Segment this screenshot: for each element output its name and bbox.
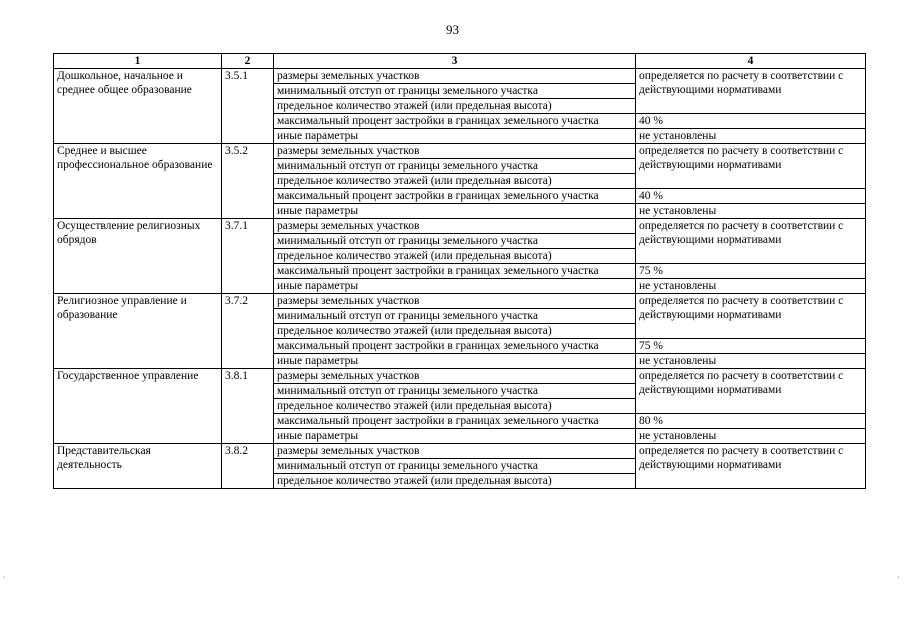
land-use-type: Религиозное управление и образование xyxy=(54,294,222,369)
table-row xyxy=(54,369,866,384)
parameter-value-other: не установлены xyxy=(636,279,866,294)
parameter-value-percent: 75 % xyxy=(636,339,866,354)
parameter-name: предельное количество этажей (или предельная высота) xyxy=(274,399,636,414)
parameter-name: размеры земельных участков xyxy=(274,444,636,459)
land-use-type: Представительская деятельность xyxy=(54,444,222,489)
parameter-value: определяется по расчету в соответствии с действующими нормативами xyxy=(636,444,866,489)
parameter-name: иные параметры xyxy=(274,429,636,444)
parameter-name: предельное количество этажей (или предельная высота) xyxy=(274,174,636,189)
parameter-value-percent: 80 % xyxy=(636,414,866,429)
parameter-value-other: не установлены xyxy=(636,354,866,369)
parameter-name: максимальный процент застройки в границах земельного участка xyxy=(274,264,636,279)
parameter-name: размеры земельных участков xyxy=(274,369,636,384)
parameter-value: определяется по расчету в соответствии с действующими нормативами xyxy=(636,219,866,264)
table-row xyxy=(54,144,866,159)
parameter-name: размеры земельных участков xyxy=(274,144,636,159)
table-row xyxy=(54,219,866,234)
parameter-name: иные параметры xyxy=(274,204,636,219)
land-use-type: Дошкольное, начальное и среднее общее образование xyxy=(54,69,222,144)
column-header: 3 xyxy=(274,54,636,69)
parameter-name: максимальный процент застройки в границах земельного участка xyxy=(274,189,636,204)
parameter-value-percent: 75 % xyxy=(636,264,866,279)
parameter-name: предельное количество этажей (или предельная высота) xyxy=(274,249,636,264)
scan-mark: · xyxy=(3,572,6,582)
parameter-name: минимальный отступ от границы земельного участка xyxy=(274,84,636,99)
parameter-value-percent: 40 % xyxy=(636,114,866,129)
parameter-value-other: не установлены xyxy=(636,204,866,219)
land-use-code: 3.5.1 xyxy=(222,69,274,144)
parameter-name: максимальный процент застройки в границах земельного участка xyxy=(274,339,636,354)
parameter-name: максимальный процент застройки в границах земельного участка xyxy=(274,114,636,129)
page-number: 93 xyxy=(446,22,459,37)
parameter-name: предельное количество этажей (или предельная высота) xyxy=(274,474,636,489)
table-row xyxy=(54,294,866,309)
table-header-row xyxy=(54,54,866,69)
column-header: 4 xyxy=(636,54,866,69)
parameter-name: минимальный отступ от границы земельного участка xyxy=(274,459,636,474)
parameter-name: минимальный отступ от границы земельного участка xyxy=(274,309,636,324)
scan-mark: · xyxy=(897,572,900,582)
parameter-name: размеры земельных участков xyxy=(274,69,636,84)
parameter-name: минимальный отступ от границы земельного участка xyxy=(274,384,636,399)
land-use-type: Государственное управление xyxy=(54,369,222,444)
parameter-name: предельное количество этажей (или предельная высота) xyxy=(274,99,636,114)
land-use-code: 3.7.1 xyxy=(222,219,274,294)
parameter-name: предельное количество этажей (или предельная высота) xyxy=(274,324,636,339)
parameter-value: определяется по расчету в соответствии с действующими нормативами xyxy=(636,369,866,414)
parameter-value-percent: 40 % xyxy=(636,189,866,204)
parameter-value: определяется по расчету в соответствии с действующими нормативами xyxy=(636,144,866,189)
table-row xyxy=(54,444,866,459)
parameter-name: иные параметры xyxy=(274,354,636,369)
table-row xyxy=(54,69,866,84)
land-use-code: 3.5.2 xyxy=(222,144,274,219)
parameter-value-other: не установлены xyxy=(636,129,866,144)
column-header: 1 xyxy=(54,54,222,69)
zoning-parameters-table xyxy=(53,53,866,489)
parameter-name: размеры земельных участков xyxy=(274,294,636,309)
parameter-name: иные параметры xyxy=(274,129,636,144)
land-use-code: 3.8.1 xyxy=(222,369,274,444)
land-use-code: 3.7.2 xyxy=(222,294,274,369)
land-use-type: Среднее и высшее профессиональное образование xyxy=(54,144,222,219)
parameter-name: максимальный процент застройки в границах земельного участка xyxy=(274,414,636,429)
parameter-value: определяется по расчету в соответствии с действующими нормативами xyxy=(636,294,866,339)
parameter-name: иные параметры xyxy=(274,279,636,294)
land-use-type: Осуществление религиозных обрядов xyxy=(54,219,222,294)
land-use-code: 3.8.2 xyxy=(222,444,274,489)
parameter-name: минимальный отступ от границы земельного участка xyxy=(274,234,636,249)
parameter-name: минимальный отступ от границы земельного участка xyxy=(274,159,636,174)
parameter-value: определяется по расчету в соответствии с действующими нормативами xyxy=(636,69,866,114)
column-header: 2 xyxy=(222,54,274,69)
table-body xyxy=(54,69,866,489)
parameter-value-other: не установлены xyxy=(636,429,866,444)
parameter-name: размеры земельных участков xyxy=(274,219,636,234)
